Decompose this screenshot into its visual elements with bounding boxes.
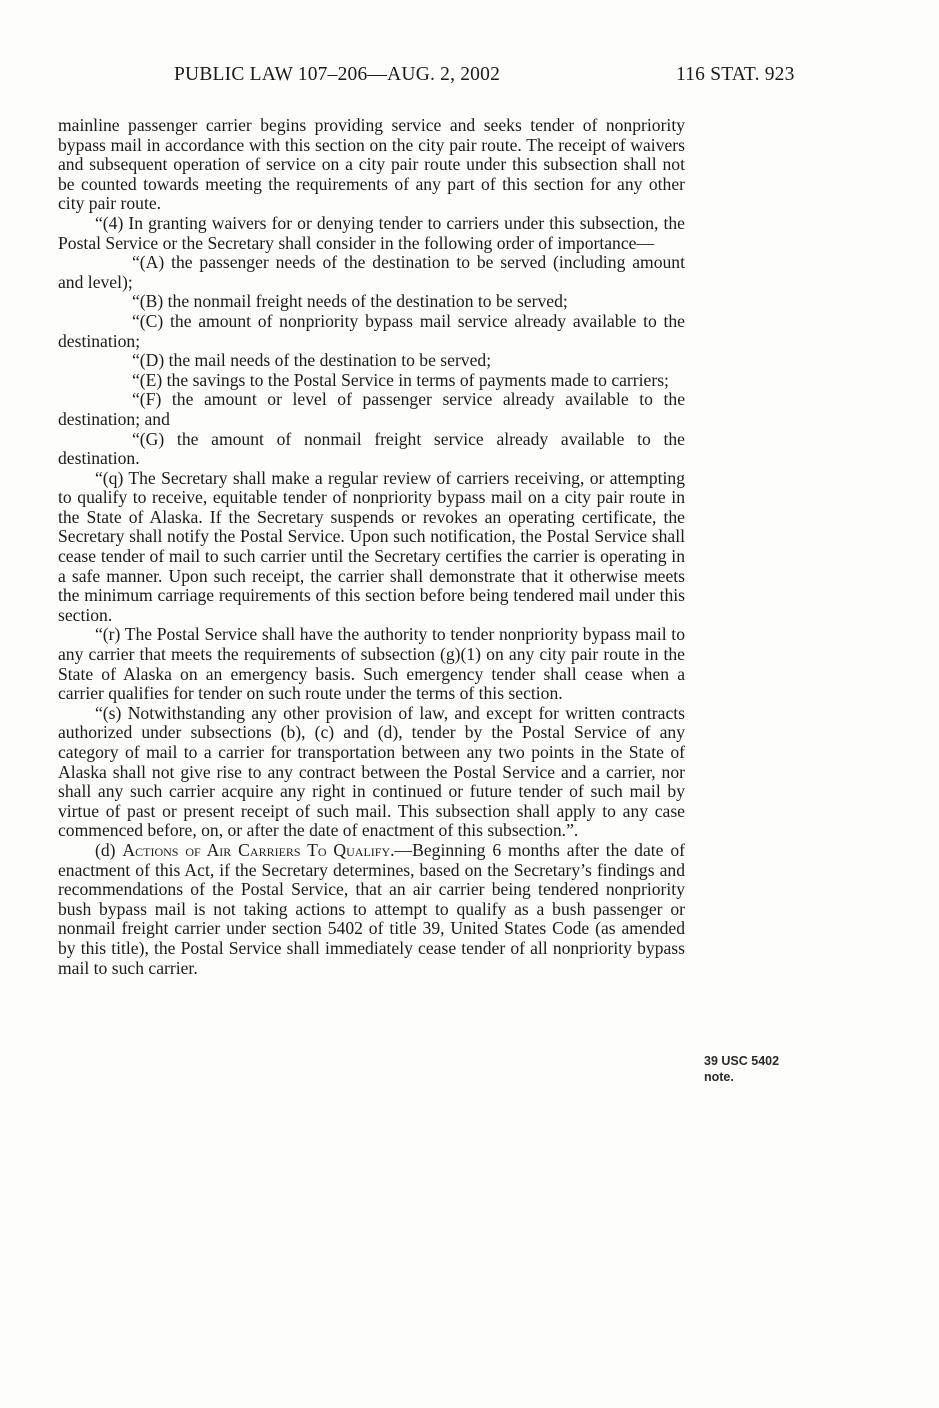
clause-f: “(F) the amount or level of passenger service already available to the destination; and [58, 389, 685, 429]
clause-b: “(B) the nonmail freight needs of the destination to be served; [132, 291, 568, 312]
clause-d: “(D) the mail needs of the destination to be served; [132, 350, 492, 371]
margin-citation-note [704, 1053, 779, 1085]
subsection-d-actions [58, 841, 685, 978]
subsection-q: “(q) The Secretary shall make a regular review of carriers receiving, or attempting to qualify to receive, equitable tender of nonpriority bypass mail on a city pair route in the State of Alaska. If the Secretary suspends or revokes an operating certificate, the Secretary shall notify the Postal Service. Upon such notification, the Postal Service shall cease tender of mail to such carrier until the Secretary certifies the carrier is operating in a safe manner. Upon such receipt, the carrier shall demonstrate that it otherwise meets the minimum carriage requirements of this section before being tendered mail under this section. [58, 467, 685, 625]
paragraph-continued: mainline passenger carrier begins providing service and seeks tender of nonpriority bypass mail in accordance with this section on the city pair route. The receipt of waivers and subsequent operation of service on a city pair route under this subsection shall not be counted towards meeting the requirements of any part of this section for any other city pair route. [58, 115, 685, 214]
subsection-s: “(s) Notwithstanding any other provision of law, and except for written contracts authorized under subsections (b), (c) and (d), tender by the Postal Service of any category of mail to a carrier for transportation between any two points in the State of Alaska shall not give rise to any contract between the Postal Service and a carrier, nor shall any such carrier acquire any right in continued or future tender of such mail by virtue of past or present receipt of such mail. This subsection shall apply to any case commenced before, on, or after the date of enactment of this subsection.”. [58, 702, 685, 841]
margin-note-line2: note. [704, 1070, 734, 1084]
running-head-title: PUBLIC LAW 107–206—AUG. 2, 2002 [174, 64, 501, 85]
margin-note-line1: 39 USC 5402 [704, 1054, 780, 1068]
subsection-d-text: —Beginning 6 months after the date of enactment of this Act, if the Secretary determines, based on the Secretary’s findings and recommendations of the Postal Service, that an air carrier being tendered nonpriority bush bypass mail is not taking actions to attempt to qualify as a bush passenger or nonmail freight carrier under section 5402 of title 39, United States Code (as amended by this title), the Postal Service shall immediately cease tender of all nonpriority bypass mail to such carrier. [58, 839, 686, 978]
subsection-r: “(r) The Postal Service shall have the authority to tender nonpriority bypass mail to any carrier that meets the requirements of subsection (g)(1) on any city pair route in the State of Alaska on an emergency basis. Such emergency tender shall cease when a carrier qualifies for tender on such route under the terms of this section. [58, 624, 685, 704]
subsection-d-label: (d) [95, 839, 116, 860]
clause-e: “(E) the savings to the Postal Service in terms of payments made to carriers; [132, 369, 669, 390]
paragraph-4: “(4) In granting waivers for or denying tender to carriers under this subsection, the Postal Service or the Secretary shall consider in the following order of importance— [58, 212, 685, 253]
clause-a: “(A) the passenger needs of the destination to be served (including amount and level); [58, 252, 685, 292]
document-body [58, 116, 685, 978]
page-header [0, 64, 939, 90]
statute-page-number: 116 STAT. 923 [676, 64, 795, 85]
clause-g: “(G) the amount of nonmail freight service already available to the destination. [58, 428, 685, 469]
clause-c: “(C) the amount of nonpriority bypass mail service already available to the destination; [58, 310, 685, 351]
subsection-d-heading: Actions of Air Carriers To Qualify. [122, 839, 395, 860]
